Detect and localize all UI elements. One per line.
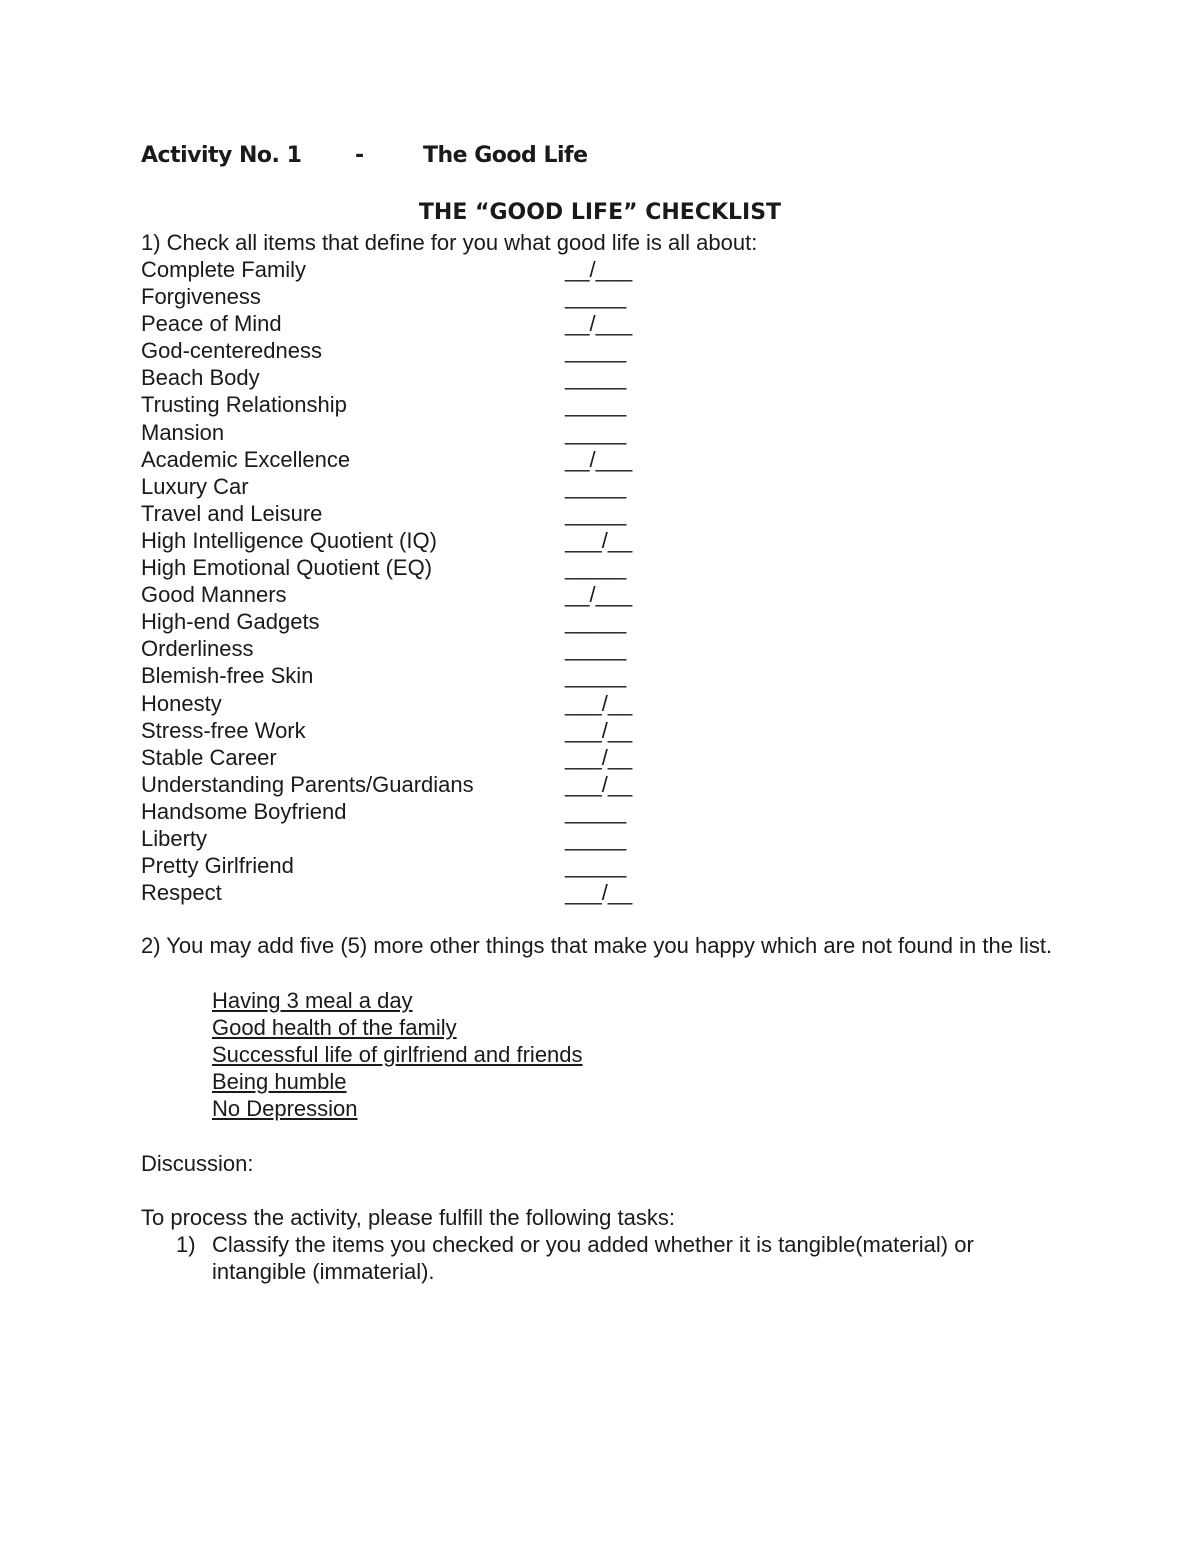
checklist-item-label: Orderliness (141, 636, 254, 662)
checklist-item-mark: _____ (565, 825, 627, 851)
checklist-item-mark: ___/__ (565, 880, 633, 906)
checklist-item (141, 500, 1041, 527)
checklist-item-mark: _____ (565, 798, 627, 824)
checklist-item-mark: ___/__ (565, 717, 633, 743)
checklist-item-label: Respect (141, 880, 222, 906)
checklist-item (141, 391, 1041, 418)
checklist-item (141, 283, 1041, 310)
checklist-item-label: Beach Body (141, 365, 260, 391)
task-text: Classify the items you checked or you added whether it is tangible(material) or intangible (immaterial). (212, 1232, 974, 1284)
heading-dash: - (355, 143, 364, 168)
checklist-item-label: Academic Excellence (141, 446, 351, 472)
checklist-item (141, 581, 1041, 608)
checklist-item (141, 879, 1041, 906)
activity-topic: The Good Life (423, 143, 588, 168)
discussion-label: Discussion: (141, 1151, 254, 1176)
checklist-item-label: High Intelligence Quotient (IQ) (141, 527, 437, 553)
checklist-item-mark: _____ (565, 636, 627, 662)
checklist-item-label: Pretty Girlfriend (141, 853, 294, 879)
checklist-item-label: Peace of Mind (141, 311, 282, 337)
task-number: 1) (176, 1232, 196, 1257)
checklist-item-mark: _____ (565, 555, 627, 581)
checklist-title: THE “GOOD LIFE” CHECKLIST (418, 200, 782, 225)
checklist-item-label: High Emotional Quotient (EQ) (141, 555, 433, 581)
checklist-item (141, 852, 1041, 879)
checklist-item (141, 717, 1041, 744)
checklist-item-mark: _____ (565, 473, 627, 499)
checklist-item (141, 473, 1041, 500)
checklist-item (141, 527, 1041, 554)
checklist-item-mark: __/___ (565, 582, 633, 608)
checklist-item-label: Stress-free Work (141, 717, 306, 743)
checklist-item (141, 798, 1041, 825)
checklist-item-label: Stable Career (141, 744, 277, 770)
checklist-item-mark: _____ (565, 500, 627, 526)
checklist-item-mark: __/___ (565, 311, 633, 337)
checklist-item-mark: _____ (565, 853, 627, 879)
checklist-item-mark: _____ (565, 419, 627, 445)
checklist-item-mark: __/___ (565, 257, 633, 282)
checklist-item (141, 337, 1041, 364)
question-1: 1) Check all items that define for you what good life is all about: (141, 230, 758, 255)
checklist-item (141, 744, 1041, 771)
checklist-item-label: Handsome Boyfriend (141, 798, 347, 824)
checklist-item-label: Luxury Car (141, 473, 249, 499)
checklist (141, 256, 1041, 906)
activity-number: Activity No. 1 (141, 143, 302, 168)
added-item: Good health of the family (212, 1015, 457, 1040)
checklist-item-label: Complete Family (141, 257, 307, 282)
checklist-item (141, 825, 1041, 852)
checklist-item-label: Understanding Parents/Guardians (141, 771, 474, 797)
added-item: Being humble (212, 1069, 347, 1094)
instruction-text: To process the activity, please fulfill the following tasks: (141, 1205, 675, 1230)
checklist-item (141, 256, 1041, 283)
checklist-item (141, 662, 1041, 689)
added-items-list (212, 987, 583, 1122)
checklist-item-mark: _____ (565, 609, 627, 635)
checklist-item (141, 419, 1041, 446)
checklist-item-label: Mansion (141, 419, 225, 445)
checklist-item-label: Blemish-free Skin (141, 663, 314, 689)
checklist-item-mark: _____ (565, 365, 627, 391)
checklist-item (141, 690, 1041, 717)
checklist-item-mark: ___/__ (565, 744, 633, 770)
added-item: Successful life of girlfriend and friends (212, 1042, 583, 1067)
checklist-item (141, 608, 1041, 635)
checklist-item-label: Trusting Relationship (141, 392, 347, 418)
checklist-item (141, 446, 1041, 473)
checklist-item-mark: _____ (565, 338, 627, 364)
checklist-item-mark: ___/__ (565, 527, 633, 553)
checklist-item-label: God-centeredness (141, 338, 322, 364)
checklist-item-mark: ___/__ (565, 771, 633, 797)
checklist-item (141, 364, 1041, 391)
checklist-item-mark: _____ (565, 392, 627, 418)
checklist-item (141, 310, 1041, 337)
added-item: Having 3 meal a day (212, 988, 413, 1013)
question-2: 2) You may add five (5) more other things that make you happy which are not found in the list. (141, 933, 1053, 958)
checklist-item-mark: _____ (565, 284, 627, 310)
checklist-item-mark: ___/__ (565, 690, 633, 716)
checklist-item-label: Liberty (141, 825, 208, 851)
checklist-item-label: High-end Gadgets (141, 609, 320, 635)
checklist-item-label: Forgiveness (141, 284, 261, 310)
checklist-item (141, 635, 1041, 662)
checklist-item (141, 554, 1041, 581)
checklist-item (141, 771, 1041, 798)
checklist-item-mark: __/___ (565, 446, 633, 472)
checklist-item-label: Travel and Leisure (141, 500, 323, 526)
checklist-item-label: Good Manners (141, 582, 287, 608)
added-item: No Depression (212, 1096, 358, 1121)
checklist-item-label: Honesty (141, 690, 222, 716)
checklist-item-mark: _____ (565, 663, 627, 689)
